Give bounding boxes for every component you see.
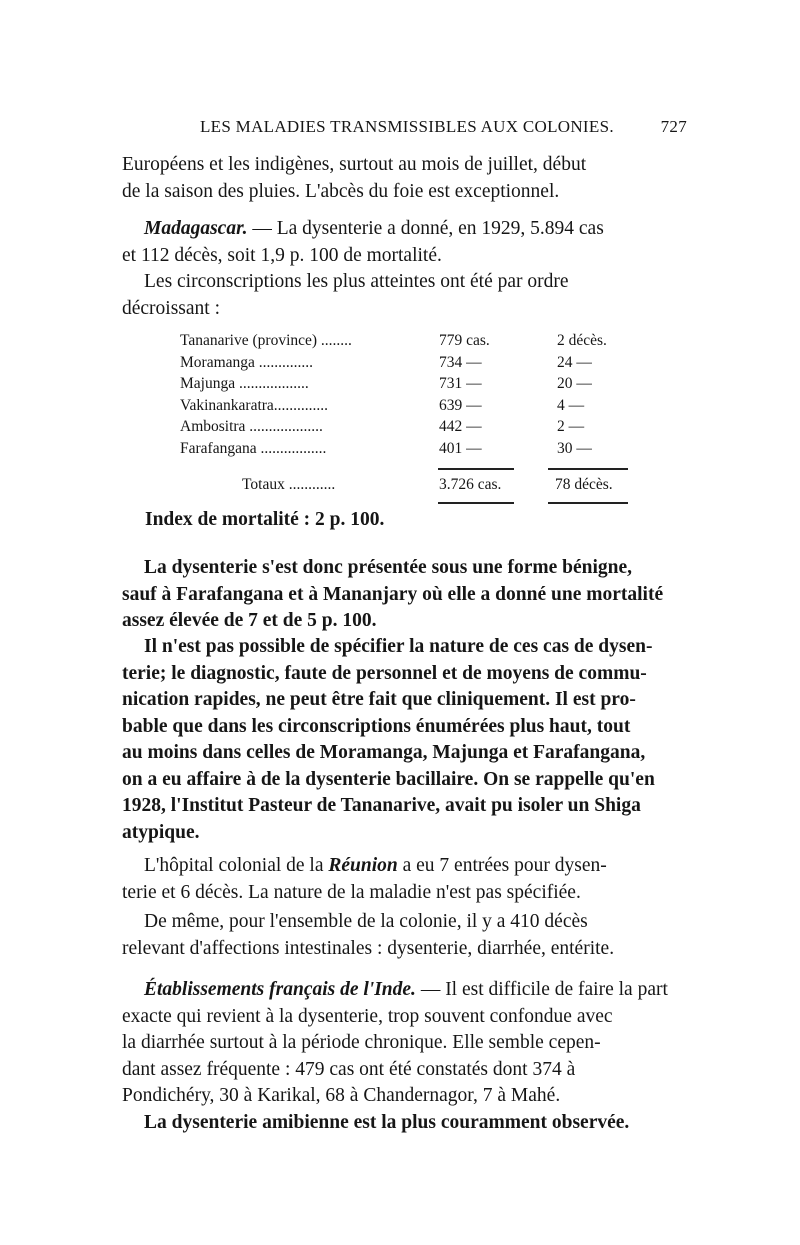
paragraph-circonscriptions	[122, 269, 685, 322]
table-row	[180, 330, 630, 352]
row-cas: 779 cas.	[439, 332, 490, 349]
row-cas: 734 —	[439, 353, 482, 371]
row-deces: 30 —	[557, 439, 592, 457]
table-total-row	[180, 474, 630, 496]
paragraph-reunion	[122, 853, 685, 906]
table-row	[180, 395, 630, 417]
text-line: on a eu affaire à de la dysenterie bacillaire. On se rappelle qu'en	[122, 768, 655, 790]
place-name-reunion: Réunion	[328, 855, 398, 876]
text-line	[122, 977, 685, 1004]
text-line: terie; le diagnostic, faute de personnel et de moyens de commu-	[122, 662, 647, 684]
total-cas: 3.726 cas.	[439, 476, 502, 493]
table-row	[180, 352, 630, 374]
text-span: — Il est difficile de faire la part	[415, 979, 668, 1000]
total-rule-deces	[548, 468, 628, 470]
table-row	[180, 373, 630, 395]
table-row	[180, 416, 630, 438]
total-deces: 78 décès.	[555, 476, 613, 493]
row-cas: 639 —	[439, 396, 482, 414]
paragraph-inde	[122, 977, 685, 1110]
row-deces: 24 —	[557, 353, 592, 371]
text-line: La dysenterie s'est donc présentée sous une forme bénigne,	[144, 557, 633, 578]
row-deces: 20 —	[557, 375, 592, 392]
text-line: atypique.	[122, 821, 200, 843]
paragraph-continued	[122, 152, 685, 205]
section-name-inde: Établissements français de l'Inde.	[144, 979, 416, 1000]
row-name: Tananarive (province) ........	[180, 332, 352, 349]
total-underline-deces	[548, 502, 628, 504]
header-title: LES MALADIES TRANSMISSIBLES AUX COLONIES.	[200, 117, 614, 136]
row-name: Vakinankaratra..............	[180, 396, 329, 414]
total-underline-cas	[438, 502, 514, 504]
text-line: Pondichéry, 30 à Karikal, 68 à Chandernagor, 7 à Mahé.	[122, 1085, 561, 1106]
row-name: Moramanga ..............	[180, 353, 314, 371]
row-cas: 731 —	[439, 375, 482, 392]
row-name: Ambositra ...................	[180, 418, 323, 435]
paragraph-amibienne	[122, 1110, 685, 1137]
row-deces: 2 —	[557, 418, 585, 435]
text-line: relevant d'affections intestinales : dysenterie, diarrhée, entérite.	[122, 937, 615, 959]
text-line: et 112 décès, soit 1,9 p. 100 de mortalité.	[122, 244, 442, 266]
text-line: Européens et les indigènes, surtout au mois de juillet, début	[122, 154, 587, 175]
row-name: Farafangana .................	[180, 439, 327, 457]
text-line	[122, 216, 685, 243]
text-line: La dysenterie amibienne est la plus couramment observée.	[144, 1112, 630, 1133]
text-line: au moins dans celles de Moramanga, Majunga et Farafangana,	[122, 742, 646, 763]
table-row	[180, 438, 630, 460]
text-line: de la saison des pluies. L'abcès du foie est exceptionnel.	[122, 180, 560, 202]
text-line: sauf à Farafangana et à Mananjary où elle a donné une mortalité	[122, 583, 664, 605]
section-name-madagascar: Madagascar.	[144, 218, 248, 239]
running-header	[200, 117, 687, 137]
text-line: bable que dans les circonscriptions énumérées plus haut, tout	[122, 715, 631, 737]
text-line	[122, 853, 685, 880]
paragraph-benigne	[122, 555, 685, 635]
text-line: Il n'est pas possible de spécifier la nature de ces cas de dysen-	[144, 636, 653, 657]
text-line: exacte qui revient à la dysenterie, trop souvent confondue avec	[122, 1005, 613, 1027]
total-rule-cas	[438, 468, 514, 470]
total-label: Totaux ............	[242, 476, 336, 493]
row-deces: 4 —	[557, 396, 585, 414]
text-line: De même, pour l'ensemble de la colonie, il y a 410 décès	[144, 911, 588, 932]
text-line: Les circonscriptions les plus atteintes ont été par ordre	[144, 271, 569, 292]
text-line: la diarrhée surtout à la période chronique. Elle semble cepen-	[122, 1032, 601, 1053]
dysentery-table	[180, 330, 630, 496]
text-line: 1928, l'Institut Pasteur de Tananarive, avait pu isoler un Shiga	[122, 795, 641, 816]
paragraph-madagascar	[122, 216, 685, 269]
paragraph-colonie	[122, 909, 685, 962]
text-span: — La dysenterie a donné, en 1929, 5.894 cas	[247, 218, 604, 239]
row-cas: 442 —	[439, 418, 482, 435]
text-line: assez élevée de 7 et de 5 p. 100.	[122, 610, 377, 631]
text-line: terie et 6 décès. La nature de la maladie n'est pas spécifiée.	[122, 881, 581, 903]
text-line: dant assez fréquente : 479 cas ont été constatés dont 374 à	[122, 1058, 576, 1080]
row-name: Majunga ..................	[180, 375, 309, 392]
row-cas: 401 —	[439, 439, 482, 457]
paragraph-diagnostic	[122, 634, 685, 846]
text-span: a eu 7 entrées pour dysen-	[397, 855, 607, 876]
row-deces: 2 décès.	[557, 332, 607, 349]
text-span: L'hôpital colonial de la	[144, 855, 329, 876]
page-number: 727	[660, 117, 687, 136]
text-line: décroissant :	[122, 297, 221, 319]
mortality-index: Index de mortalité : 2 p. 100.	[145, 509, 385, 530]
text-line: nication rapides, ne peut être fait que cliniquement. Il est pro-	[122, 689, 636, 710]
